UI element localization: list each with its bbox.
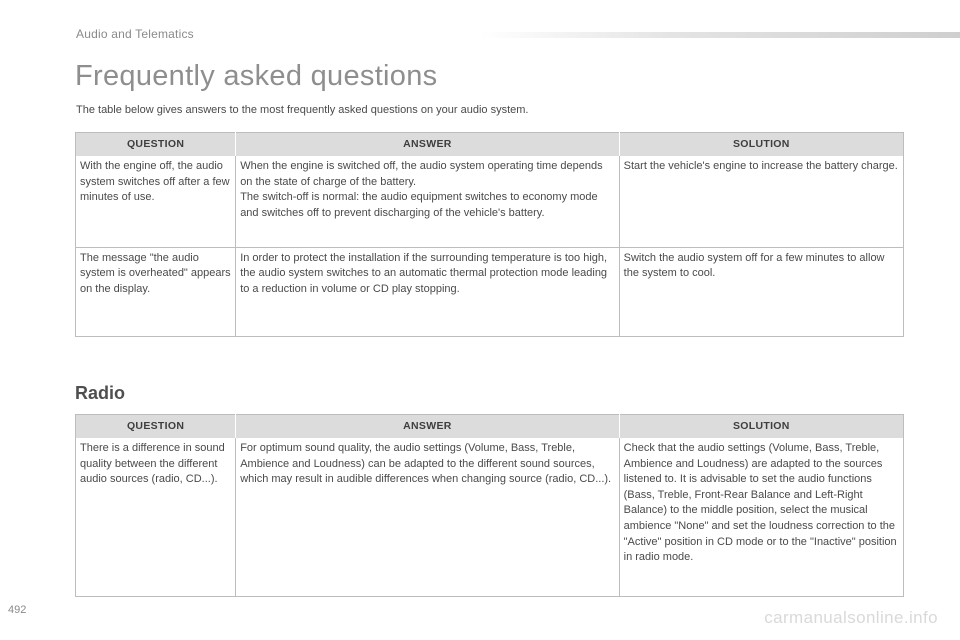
column-header-solution: SOLUTION xyxy=(619,133,903,157)
column-header-answer: ANSWER xyxy=(236,415,619,439)
solution-cell: Switch the audio system off for a few minutes to allow the system to cool. xyxy=(619,247,903,336)
table-row xyxy=(76,156,904,247)
header-decorative-bar xyxy=(480,32,960,38)
column-header-solution: SOLUTION xyxy=(619,415,903,439)
column-header-question: QUESTION xyxy=(76,415,236,439)
solution-cell: Check that the audio settings (Volume, Bass, Treble, Ambience and Loudness) are adapted to the sources listened to. It is advisable to set the audio functions (Bass, Treble, Front-Rear Balance and Left-Right Balance) to the middle position, select the musical ambience "None" and set the loudness correction to the "Active" position in CD mode or to the "Inactive" position in radio mode. xyxy=(619,438,903,596)
table-row xyxy=(76,438,904,596)
question-cell: There is a difference in sound quality between the different audio sources (radio, CD...). xyxy=(80,442,225,486)
question-cell: The message "the audio system is overheated" appears on the display. xyxy=(80,251,231,295)
table-header-row xyxy=(76,133,904,157)
column-header-answer: ANSWER xyxy=(236,133,619,157)
table-header-row xyxy=(76,415,904,439)
page-title: Frequently asked questions xyxy=(75,60,438,92)
answer-cell: In order to protect the installation if the surrounding temperature is too high, the audio system switches to an automatic thermal protection mode leading to a reduction in volume or CD play stopping. xyxy=(236,247,619,336)
radio-faq-table xyxy=(75,414,904,597)
answer-cell: For optimum sound quality, the audio settings (Volume, Bass, Treble, Ambience and Loudness) can be adapted to the different sound sources, which may result in audible differences when changing source (radio, CD...). xyxy=(236,438,619,596)
table-row xyxy=(76,247,904,336)
solution-cell: Start the vehicle's engine to increase the battery charge. xyxy=(619,156,903,247)
watermark-text: carmanualsonline.info xyxy=(764,608,938,627)
section-header-label: Audio and Telematics xyxy=(76,27,194,41)
faq-table xyxy=(75,132,904,337)
column-header-question: QUESTION xyxy=(76,133,236,157)
intro-text: The table below gives answers to the most frequently asked questions on your audio system. xyxy=(76,104,529,116)
page-number: 492 xyxy=(8,604,27,616)
answer-cell: When the engine is switched off, the audio system operating time depends on the state of charge of the battery. The switch-off is normal: the audio equipment switches to economy mode and switches off to prevent discharging of the vehicle's battery. xyxy=(236,156,619,247)
section-title-radio: Radio xyxy=(75,383,126,403)
question-cell: With the engine off, the audio system switches off after a few minutes of use. xyxy=(76,156,236,247)
